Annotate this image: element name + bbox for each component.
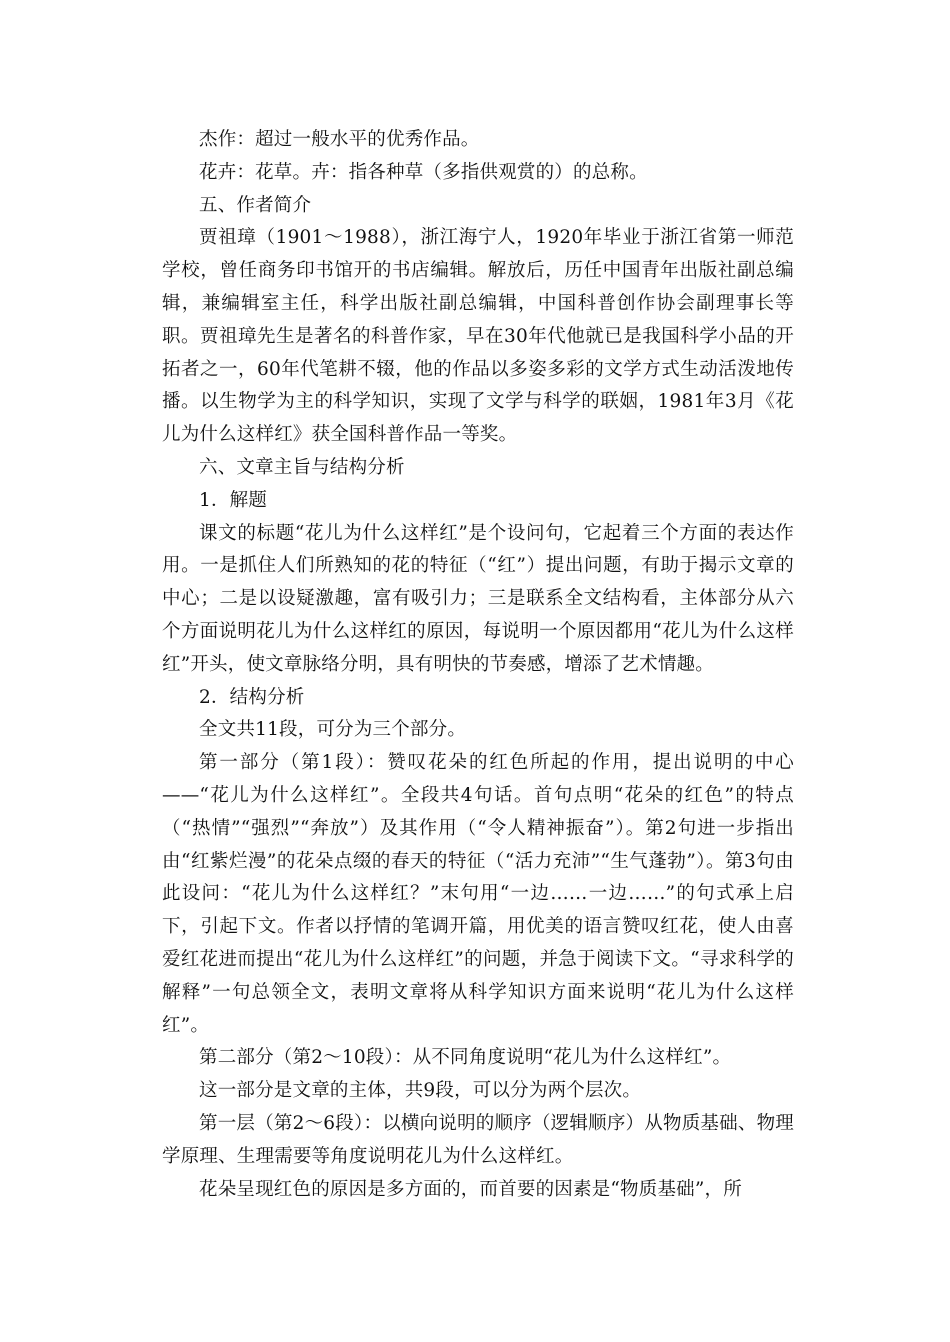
paragraph-material-basis: 花朵呈现红色的原因是多方面的，而首要的因素是“物质基础”，所 bbox=[199, 1178, 742, 1200]
section-heading-theme-structure: 六、文章主旨与结构分析 bbox=[199, 456, 405, 478]
paragraph-structure-overview: 全文共11段，可分为三个部分。 bbox=[199, 719, 467, 741]
paragraph-layer-one: 第一层（第2～6段）：以横向说明的顺序（逻辑顺序）从物质基础、物理学原理、生理需要等角度说明花儿为什么这样红。 bbox=[162, 1112, 794, 1167]
paragraph-part-one: 第一部分（第1段）：赞叹花朵的红色所起的作用，提出说明的中心——“花儿为什么这样红”。全段共4句话。首句点明“花朵的红色”的特点（“热情”“强烈”“奔放”）及其作用（“令人精神振奋”）。第2句进一步指出由“红紫烂漫”的花朵点缀的春天的特征（“活力充沛”“生气蓬勃”）。第3句由此设问：“花儿为什么这样红？”末句用“一边……一边……”的句式承上启下，引起下文。作者以抒情的笔调开篇，用优美的语言赞叹红花，使人由喜爱红花进而提出“花儿为什么这样红”的问题，并急于阅读下文。“寻求科学的解释”一句总领全文，表明文章将从科学知识方面来说明“花儿为什么这样红”。 bbox=[162, 752, 794, 1036]
subheading-title-analysis: 1．解题 bbox=[199, 489, 268, 511]
paragraph-part-two: 第二部分（第2～10段）：从不同角度说明“花儿为什么这样红”。 bbox=[199, 1047, 732, 1069]
subheading-structure-analysis: 2．结构分析 bbox=[199, 686, 305, 708]
paragraph-title-analysis: 课文的标题“花儿为什么这样红”是个设问句，它起着三个方面的表达作用。一是抓住人们所熟知的花的特征（“红”）提出问题，有助于揭示文章的中心；二是以设疑激趣，富有吸引力；三是联系全文结构看，主体部分从六个方面说明花儿为什么这样红的原因，每说明一个原因都用“花儿为什么这样红”开头，使文章脉络分明，具有明快的节奏感，增添了艺术情趣。 bbox=[162, 522, 794, 675]
paragraph-part-two-layers: 这一部分是文章的主体，共9段，可以分为两个层次。 bbox=[199, 1080, 642, 1102]
paragraph-term-huahui: 花卉：花草。卉：指各种草（多指供观赏的）的总称。 bbox=[199, 161, 648, 183]
section-heading-author-intro: 五、作者简介 bbox=[199, 194, 312, 216]
paragraph-author-bio: 贾祖璋（1901～1988），浙江海宁人，1920年毕业于浙江省第一师范学校，曾任商务印书馆开的书店编辑。解放后，历任中国青年出版社副总编辑，兼编辑室主任，科学出版社副总编辑，中国科普创作协会副理事长等职。贾祖璋先生是著名的科普作家，早在30年代他就已是我国科学小品的开拓者之一，60年代笔耕不辍，他的作品以多姿多彩的文学方式生动活泼地传播。以生物学为主的科学知识，实现了文学与科学的联姻，1981年3月《花儿为什么这样红》获全国科普作品一等奖。 bbox=[162, 227, 794, 446]
paragraph-term-jiezuo: 杰作：超过一般水平的优秀作品。 bbox=[199, 129, 480, 150]
document-body bbox=[162, 124, 794, 1206]
